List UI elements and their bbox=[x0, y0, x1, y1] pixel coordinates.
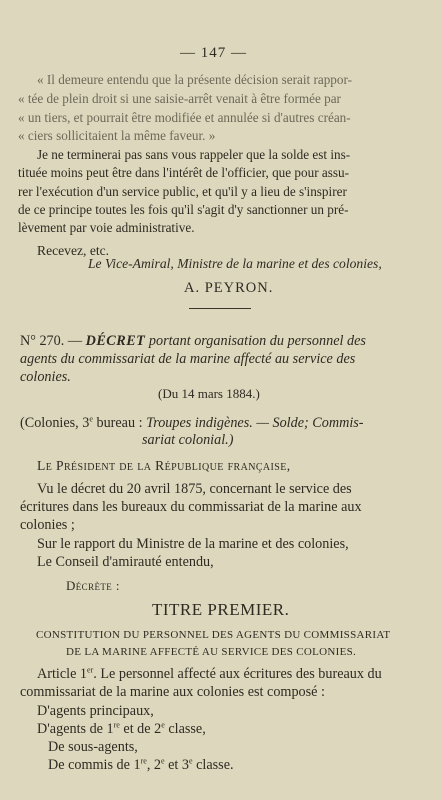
vu-line: écritures dans les bureaux du commissariat de la marine aux bbox=[20, 499, 362, 515]
superscript: re bbox=[140, 756, 147, 766]
rapport-line: Sur le rapport du Ministre de la marine et des colonies, bbox=[37, 536, 349, 552]
article-list-item bbox=[37, 722, 206, 736]
superscript: er bbox=[87, 665, 94, 675]
conseil-line: Le Conseil d'amirauté entendu, bbox=[37, 554, 214, 570]
section-heading-line: DE LA MARINE AFFECTÉ AU SERVICE DES COLONIES. bbox=[66, 646, 357, 658]
paragraph-line: de ce principe toutes les fois qu'il s'agit d'y sanctionner un pré- bbox=[18, 202, 349, 217]
quote-line: « ciers sollicitaient la même faveur. » bbox=[18, 128, 216, 143]
quote-line: « un tiers, et pourrait être modifiée et annulée si d'autres créan- bbox=[18, 110, 351, 125]
decree-title-keyword: DÉCRET bbox=[85, 333, 146, 349]
superscript: e bbox=[161, 756, 165, 766]
decree-number: N° 270. bbox=[20, 333, 65, 349]
superscript: e bbox=[89, 414, 93, 424]
signature-title: Le Vice-Amiral, Ministre de la marine et des colonies, bbox=[88, 256, 382, 271]
list-text: De commis de 1 bbox=[48, 757, 141, 773]
article-line: commissariat de la marine aux colonies est composé : bbox=[20, 684, 325, 700]
list-text: et de 2 bbox=[119, 721, 162, 737]
department-label: bureau : bbox=[92, 415, 147, 431]
page-number: — 147 — bbox=[180, 45, 247, 61]
quote-line: « tée de plein droit si une saisie-arrêt venait à être formée par bbox=[18, 91, 341, 106]
article-label: Article 1 bbox=[37, 666, 88, 682]
paragraph-line: Je ne terminerai pas sans vous rappeler que la solde est ins- bbox=[37, 147, 351, 162]
closing: Recevez, etc. bbox=[37, 243, 110, 258]
quote-line: « Il demeure entendu que la présente décision serait rappor- bbox=[37, 72, 353, 87]
paragraph-line: tituée moins peut être dans l'intérêt de l'officier, que pour assu- bbox=[18, 165, 350, 180]
list-text: , 2 bbox=[146, 757, 161, 773]
department-line bbox=[20, 416, 364, 430]
decree-title-line bbox=[20, 334, 366, 348]
article-list-item: De sous-agents, bbox=[48, 739, 138, 755]
department-line: sariat colonial.) bbox=[142, 432, 234, 448]
article-list-item bbox=[48, 758, 234, 772]
section-heading-line: CONSTITUTION DU PERSONNEL DES AGENTS DU COMMISSARIAT bbox=[36, 629, 391, 641]
signature-name: A. PEYRON. bbox=[184, 280, 274, 296]
list-text: classe. bbox=[192, 757, 234, 773]
department-subject: Troupes indigènes. — Solde; Commis- bbox=[146, 415, 364, 431]
paragraph-line: rer l'exécution d'un service public, et qu'il y a lieu de s'inspirer bbox=[18, 184, 347, 199]
superscript: e bbox=[189, 756, 193, 766]
article-text: . Le personnel affecté aux écritures des bureaux du bbox=[93, 666, 382, 682]
president-line: Le Président de la République française, bbox=[37, 458, 291, 473]
decree-title: portant organisation du personnel des bbox=[145, 333, 366, 349]
list-text: classe, bbox=[164, 721, 206, 737]
list-text: D'agents de 1 bbox=[37, 721, 114, 737]
vu-line: colonies ; bbox=[20, 517, 75, 533]
article-list-item: D'agents principaux, bbox=[37, 703, 154, 719]
decree-title-line: agents du commissariat de la marine affecté au service des bbox=[20, 351, 356, 367]
article-line bbox=[37, 667, 382, 681]
vu-line: Vu le décret du 20 avril 1875, concernant le service des bbox=[37, 481, 352, 497]
department-label: (Colonies, 3 bbox=[20, 415, 90, 431]
decree-title-line: colonies. bbox=[20, 369, 71, 385]
decree-date: (Du 14 mars 1884.) bbox=[158, 386, 260, 401]
superscript: re bbox=[113, 720, 120, 730]
title-heading: TITRE PREMIER. bbox=[152, 600, 290, 619]
section-divider bbox=[189, 308, 251, 309]
decrete-heading: Décrète : bbox=[66, 578, 120, 593]
superscript: e bbox=[161, 720, 165, 730]
paragraph-line: lèvement par voie administrative. bbox=[18, 220, 195, 235]
list-text: et 3 bbox=[164, 757, 189, 773]
decree-dash: — bbox=[67, 333, 83, 349]
